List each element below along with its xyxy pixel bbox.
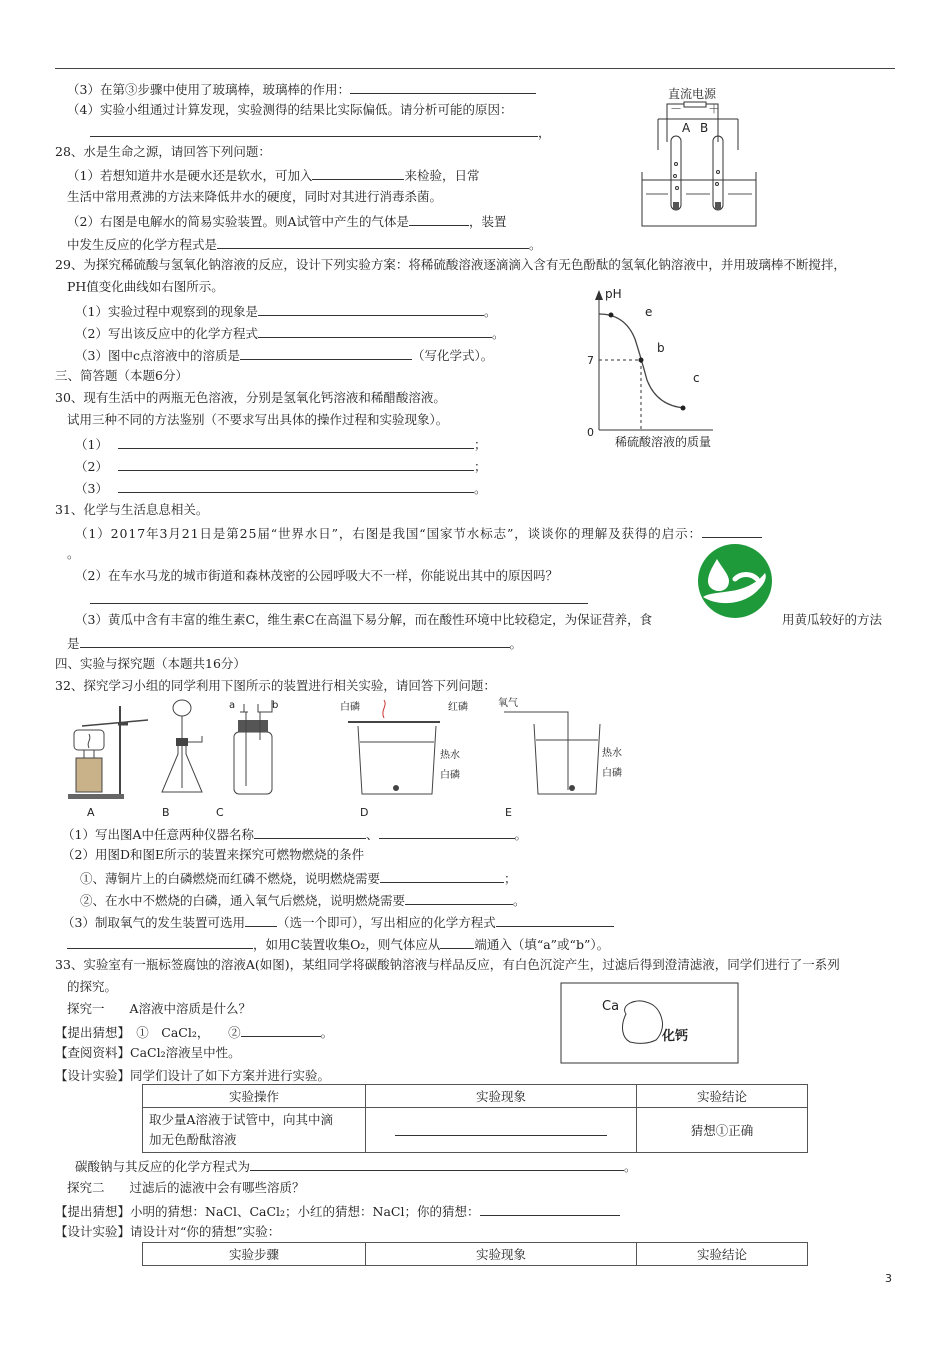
q29-part1: （1）实验过程中观察到的现象是 。	[75, 304, 497, 319]
q28-stem: 28、水是生命之源，请回答下列问题：	[55, 144, 271, 159]
q32-part2a: ①、薄铜片上的白磷燃烧而红磷不燃烧，说明燃烧需要 ；	[80, 871, 517, 886]
table2-header: 实验步骤	[143, 1243, 366, 1266]
electrolysis-figure	[638, 84, 760, 230]
q32-part3: （3）制取氧气的发生装置可选用 （选一个即可），写出相应的化学方程式	[62, 913, 614, 931]
q33-stem: 33、实验室有一瓶标签腐蚀的溶液A(如图)，某组同学将碳酸钠溶液与样品反应，有白色沉淀产生，过滤后得到澄清滤液，同学们进行了一系列	[55, 957, 840, 972]
q27-part4: （4）实验小组通过计算发现，实验测得的结果比实际偏低。请分析可能的原因：	[67, 102, 513, 117]
apparatus-e	[498, 696, 622, 794]
q31-part2-answer	[90, 590, 588, 608]
q31-stem: 31、化学与生活息息相关。	[55, 502, 209, 517]
svg-text:A: A	[682, 121, 691, 135]
q32-part2b: ②、在水中不燃烧的白磷，通入氧气后燃烧，说明燃烧需要 。	[80, 893, 526, 908]
svg-text:b: b	[272, 700, 279, 711]
table2-header: 实验结论	[637, 1243, 808, 1266]
table1-header: 实验结论	[637, 1085, 808, 1108]
q33-design2: 【设计实验】请设计对“你的猜想”实验：	[55, 1224, 281, 1239]
q31-part1-end: 。	[67, 546, 80, 561]
svg-text:－: －	[670, 102, 683, 116]
svg-text:白磷: 白磷	[440, 770, 460, 781]
apparatus-d	[340, 700, 468, 794]
table1-header: 实验现象	[366, 1085, 637, 1108]
apparatus-figure	[62, 696, 622, 822]
q29-part2: （2）写出该反应中的化学方程式 。	[75, 326, 505, 341]
q29-stem: 29、为探究稀硫酸与氢氧化钠溶液的反应，设计下列实验方案：将稀硫酸溶液逐滴滴入含有无色酚酞的氢氧化钠溶液中，并用玻璃棒不断搅拌，	[55, 257, 846, 272]
q28-part1: （1）若想知道井水是硬水还是软水，可加入 来检验，日常	[67, 168, 480, 183]
ph-curve-figure	[585, 284, 735, 450]
table1-phenomenon-blank	[366, 1108, 637, 1153]
apparatus-b	[162, 700, 202, 792]
table1-conclusion: 猜想①正确	[637, 1108, 808, 1153]
experiment-table-2	[142, 1242, 808, 1266]
table1-operation: 取少量A溶液于试管中，向其中滴 加无色酚酞溶液	[143, 1108, 366, 1153]
q31-part3-cont: 是 。	[67, 636, 523, 651]
apparatus-a	[68, 706, 148, 799]
svg-text:热水: 热水	[602, 748, 622, 759]
svg-text:稀硫酸溶液的质量: 稀硫酸溶液的质量	[615, 435, 712, 449]
svg-text:氧气: 氧气	[498, 698, 518, 709]
svg-text:D: D	[360, 806, 369, 819]
svg-text:c: c	[693, 371, 700, 385]
q33-design: 【设计实验】同学们设计了如下方案并进行实验。	[55, 1068, 331, 1083]
svg-text:e: e	[645, 305, 653, 319]
q31-part1: （1）2017年3月21日是第25届“世界水日”，右图是我国“国家节水标志”，谈谈你的理解及获得的启示：	[75, 524, 762, 542]
q30-opt2: （2） ；	[75, 459, 487, 474]
corroded-label-figure	[560, 982, 740, 1064]
q29-stem2: PH值变化曲线如右图所示。	[67, 279, 224, 294]
svg-text:A: A	[87, 806, 95, 819]
water-saving-logo	[695, 543, 775, 619]
q31-part3: （3）黄瓜中含有丰富的维生素C，维生素C在高温下易分解，而在酸性环境中比较稳定，为保证营养，食	[75, 612, 653, 627]
svg-text:E: E	[505, 806, 512, 819]
svg-text:Ca: Ca	[602, 999, 620, 1014]
q27-part3: （3）在第③步骤中使用了玻璃棒，玻璃棒的作用：	[67, 80, 536, 98]
q28-part2: （2）右图是电解水的简易实验装置。则A试管中产生的气体是 ，装置	[67, 214, 507, 229]
q33-explore1: 探究一 A溶液中溶质是什么？	[67, 1001, 252, 1016]
svg-text:白磷: 白磷	[340, 702, 360, 713]
svg-text:b: b	[657, 341, 665, 355]
power-label: 直流电源	[668, 87, 717, 101]
svg-text:白磷: 白磷	[602, 768, 622, 779]
q30-opt3: （3） 。	[75, 481, 487, 496]
svg-text:热水: 热水	[440, 750, 460, 761]
svg-text:红磷: 红磷	[448, 702, 468, 713]
q28-part1-cont: 生活中常用煮沸的方法来降低井水的硬度，同时对其进行消毒杀菌。	[67, 189, 443, 204]
q33-stem2: 的探究。	[67, 979, 118, 994]
table2-header: 实验现象	[366, 1243, 637, 1266]
apparatus-c	[229, 700, 278, 794]
q31-part2: （2）在车水马龙的城市街道和森林茂密的公园呼吸大不一样，你能说出其中的原因吗？	[75, 568, 558, 583]
svg-text:7: 7	[587, 354, 594, 367]
q30-stem: 30、现有生活中的两瓶无色溶液，分别是氢氧化钙溶液和稀醋酸溶液。	[55, 390, 446, 405]
svg-text:化钙: 化钙	[662, 1029, 689, 1044]
section3-title: 三、简答题（本题6分）	[55, 368, 188, 383]
svg-text:B: B	[700, 121, 709, 135]
q30-opt1: （1） ；	[75, 437, 487, 452]
table1-header: 实验操作	[143, 1085, 366, 1108]
q28-part2-cont: 中发生反应的化学方程式是 。	[67, 237, 542, 252]
q32-part1: （1）写出图A中任意两种仪器名称 、 。	[62, 827, 528, 842]
q33-explore2: 探究二 过滤后的滤液中会有哪些溶质？	[67, 1180, 305, 1195]
q33-equation: 碳酸钠与其反应的化学方程式为 。	[75, 1159, 637, 1174]
q27-part4-answer: ，	[90, 123, 551, 141]
q31-part3b: 用黄瓜较好的方法	[782, 612, 883, 627]
page-number: 3	[885, 1272, 892, 1285]
svg-text:＋: ＋	[708, 102, 721, 116]
experiment-table-1	[142, 1084, 808, 1153]
section4-title: 四、实验与探究题（本题共16分）	[55, 656, 246, 671]
svg-text:0: 0	[587, 426, 594, 439]
q33-info: 【查阅资料】CaCl₂溶液呈中性。	[55, 1045, 241, 1060]
q32-part3-cont: ，如用C装置收集O₂，则气体应从 端通入（填“a”或“b”）。	[67, 935, 609, 953]
svg-text:pH: pH	[605, 287, 622, 301]
q33-guess2: 【提出猜想】小明的猜想：NaCl、CaCl₂；小红的猜想：NaCl；你的猜想：	[55, 1202, 620, 1220]
svg-text:a: a	[229, 700, 236, 711]
svg-text:B: B	[162, 806, 170, 819]
header-rule	[55, 68, 895, 69]
svg-text:C: C	[216, 806, 224, 819]
q29-part3: （3）图中c点溶液中的溶质是 （写化学式）。	[75, 348, 494, 363]
q32-part2: （2）用图D和图E所示的装置来探究可燃物燃烧的条件	[62, 847, 365, 862]
q30-stem2: 试用三种不同的方法鉴别（不要求写出具体的操作过程和实验现象）。	[67, 412, 449, 427]
q32-stem: 32、探究学习小组的同学利用下图所示的装置进行相关实验，请回答下列问题：	[55, 678, 496, 693]
q33-guess1: 【提出猜想】 ① CaCl₂， ② 。	[55, 1025, 334, 1040]
